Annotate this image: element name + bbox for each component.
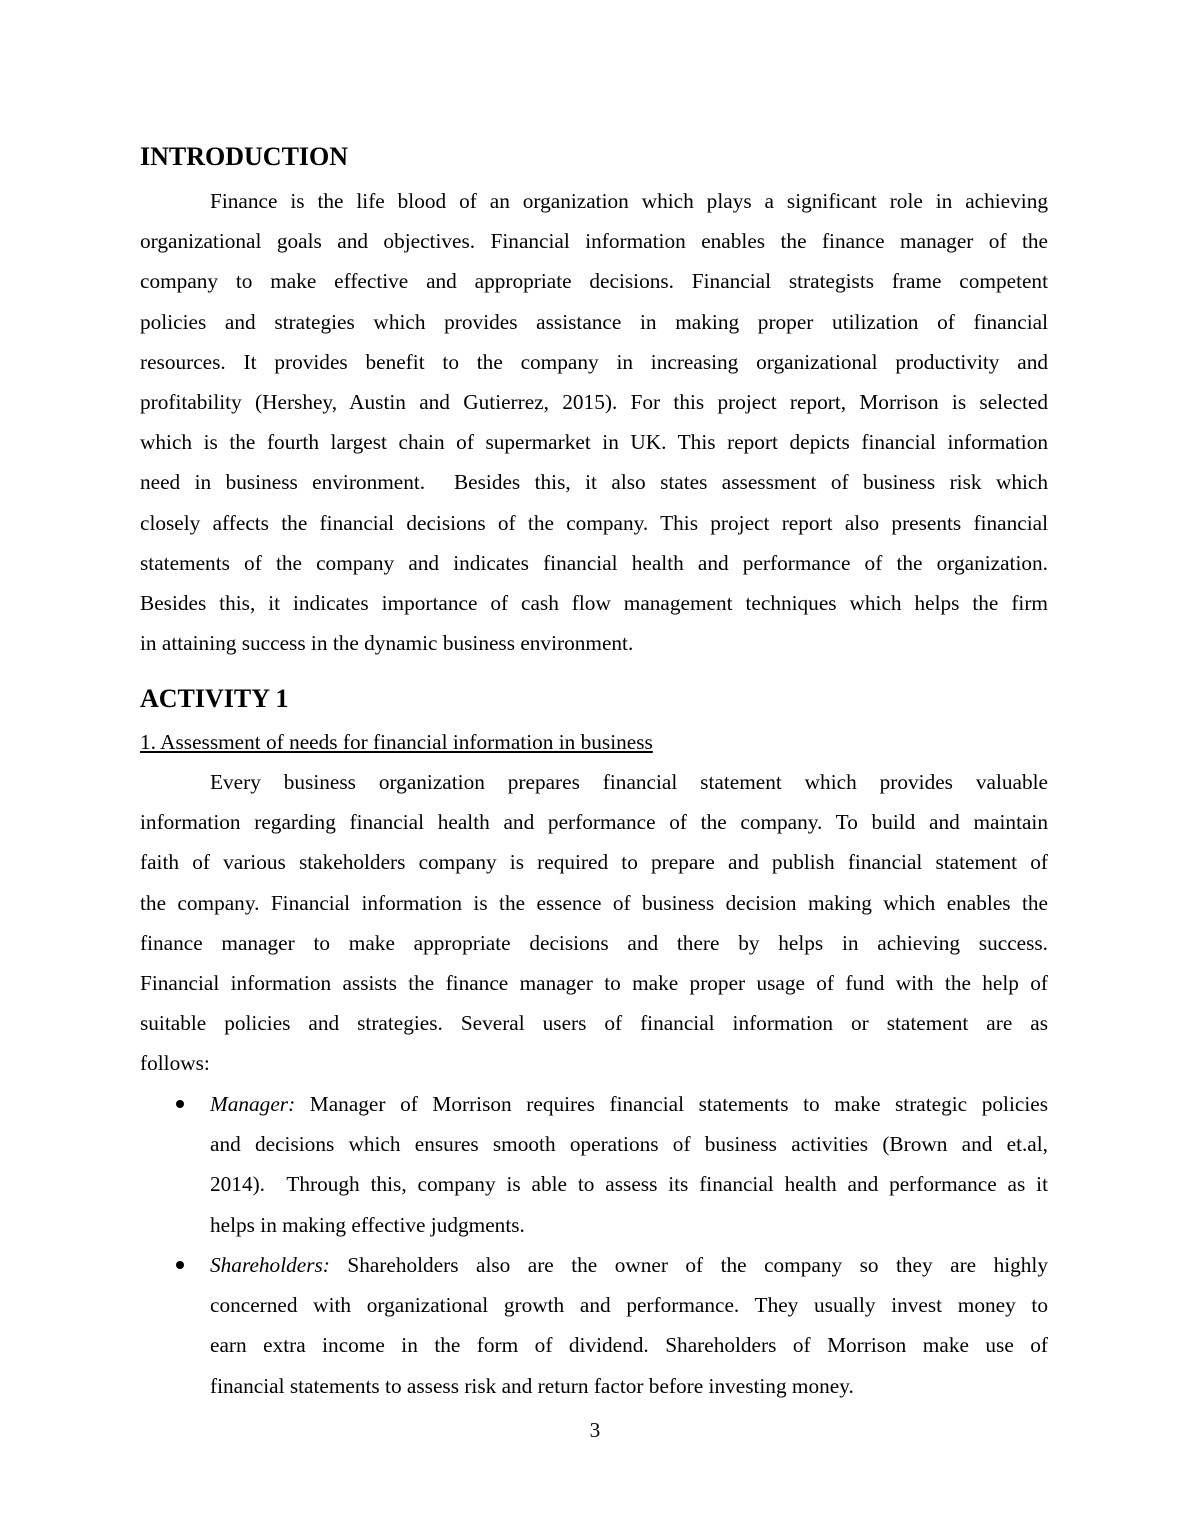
text-line: Finance is the life blood of an organization which plays a significant role in achieving	[210, 189, 1048, 213]
bullet-icon	[176, 1100, 184, 1108]
bullet-text: Manager of Morrison requires financial statements to make strategic policies	[295, 1092, 1048, 1116]
text-line: need in business environment. Besides this, it also states assessment of business risk which	[140, 470, 1048, 495]
text-line: and decisions which ensures smooth operations of business activities (Brown and et.al,	[210, 1132, 1048, 1157]
text-line	[210, 1084, 1048, 1124]
text-line: statements of the company and indicates financial health and performance of the organization.	[140, 550, 1048, 575]
section-subheading: 1. Assessment of needs for financial information in business	[140, 730, 653, 754]
text-line: 2014). Through this, company is able to assess its financial health and performance as it	[210, 1172, 1048, 1197]
bullet-item-shareholders	[210, 1245, 1048, 1406]
text-line: financial statements to assess risk and return factor before investing money.	[210, 1373, 854, 1398]
activity-paragraph	[140, 762, 1048, 1084]
text-line: company to make effective and appropriate decisions. Financial strategists frame competent	[140, 269, 1048, 294]
bullet-label: Manager:	[210, 1092, 296, 1116]
text-line: organizational goals and objectives. Financial information enables the finance manager of the	[140, 229, 1048, 254]
text-line: Every business organization prepares financial statement which provides valuable	[210, 770, 1048, 794]
introduction-heading: INTRODUCTION	[140, 142, 349, 171]
text-line: resources. It provides benefit to the company in increasing organizational productivity and	[140, 349, 1048, 374]
text-line: policies and strategies which provides assistance in making proper utilization of financial	[140, 309, 1048, 334]
bullet-icon	[176, 1261, 184, 1269]
text-line: the company. Financial information is the essence of business decision making which enables the	[140, 890, 1048, 915]
text-line: concerned with organizational growth and performance. They usually invest money to	[210, 1293, 1048, 1318]
text-line	[210, 1245, 1048, 1285]
bullet-label: Shareholders:	[210, 1253, 330, 1277]
text-line: which is the fourth largest chain of supermarket in UK. This report depicts financial information	[140, 430, 1048, 455]
text-line: faith of various stakeholders company is required to prepare and publish financial statement of	[140, 850, 1048, 875]
text-line: information regarding financial health and performance of the company. To build and maintain	[140, 810, 1048, 835]
text-line: earn extra income in the form of dividend. Shareholders of Morrison make use of	[210, 1333, 1048, 1358]
text-line: follows:	[140, 1051, 210, 1076]
text-line: in attaining success in the dynamic business environment.	[140, 631, 634, 656]
text-line: profitability (Hershey, Austin and Gutierrez, 2015). For this project report, Morrison is selected	[140, 389, 1048, 414]
text-line: closely affects the financial decisions of the company. This project report also presents financial	[140, 510, 1048, 535]
text-line: suitable policies and strategies. Several users of financial information or statement are as	[140, 1011, 1048, 1036]
page-number: 3	[589, 1418, 601, 1442]
introduction-paragraph	[140, 181, 1048, 663]
text-line: Besides this, it indicates importance of cash flow management techniques which helps the firm	[140, 590, 1048, 615]
activity-heading: ACTIVITY 1	[140, 684, 289, 713]
bullet-item-manager	[210, 1084, 1048, 1245]
text-line: Financial information assists the finance manager to make proper usage of fund with the help of	[140, 970, 1048, 995]
bullet-text: Shareholders also are the owner of the company so they are highly	[329, 1253, 1048, 1277]
text-line: helps in making effective judgments.	[210, 1212, 525, 1237]
text-line: finance manager to make appropriate decisions and there by helps in achieving success.	[140, 930, 1048, 955]
